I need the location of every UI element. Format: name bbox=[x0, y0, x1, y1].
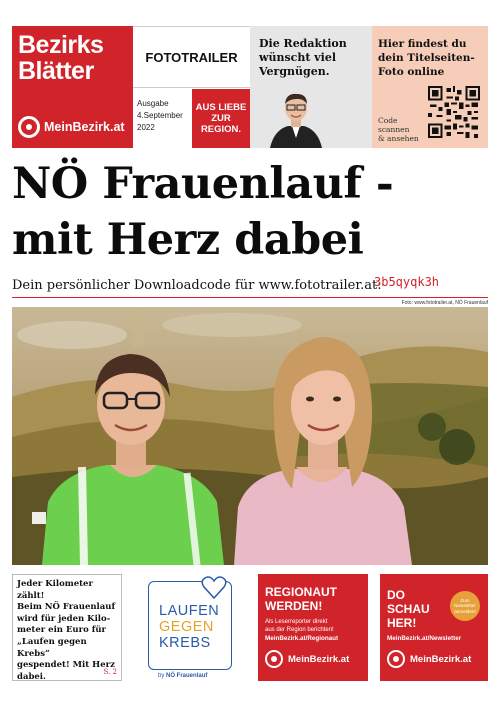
slogan-badge bbox=[192, 89, 250, 148]
newsletter-badge-3: anmelden! bbox=[454, 608, 476, 614]
newsletter-badge-2: Newsletter bbox=[454, 603, 476, 609]
lgk-frame bbox=[148, 581, 232, 670]
headline bbox=[12, 156, 488, 268]
lgk-word-3: KREBS bbox=[159, 635, 211, 651]
issue-info bbox=[137, 98, 192, 134]
regionaut-footer bbox=[265, 650, 349, 668]
code-hint-line-3: & ansehen bbox=[378, 134, 419, 143]
laufen-gegen-krebs-logo bbox=[134, 574, 246, 681]
regionaut-url[interactable]: MeinBezirk.at/Regionaut bbox=[265, 635, 339, 642]
photo-credit: Foto: www.fototrailer.at, NÖ Frauenlauf bbox=[401, 300, 488, 306]
issue-date: 4.September bbox=[137, 111, 183, 120]
slogan-line-2: ZUR bbox=[211, 113, 231, 124]
cover-photo-image bbox=[12, 307, 488, 565]
titel-line-3: Foto online bbox=[378, 66, 445, 78]
regionaut-title-2: WERDEN! bbox=[265, 599, 323, 613]
regionaut-subtitle bbox=[265, 618, 334, 634]
issue-year: 2022 bbox=[137, 123, 155, 132]
logo-site bbox=[18, 116, 125, 138]
regionaut-title bbox=[265, 585, 337, 613]
newsletter-badge-1: Zum bbox=[460, 597, 470, 603]
newsletter-title-1: DO bbox=[387, 588, 405, 602]
lgk-word-2: GEGEN bbox=[159, 619, 214, 635]
newsletter-title-2: SCHAU bbox=[387, 602, 430, 616]
code-hint-line-1: Code bbox=[378, 116, 398, 125]
newsletter-footer-label: MeinBezirk.at bbox=[410, 653, 472, 665]
regionaut-footer-label: MeinBezirk.at bbox=[288, 653, 350, 665]
regionaut-title-1: REGIONAUT bbox=[265, 585, 337, 599]
story-line-5: „Laufen gegen Krebs“ bbox=[17, 636, 87, 659]
section-title: FOTOTRAILER bbox=[133, 26, 250, 88]
story-line-7: dabei. bbox=[17, 671, 46, 682]
story-line-4: meter ein Euro für bbox=[17, 625, 107, 636]
redaktion-line-3: Vergnügen. bbox=[259, 65, 330, 78]
regionaut-sub-2: aus der Region berichten! bbox=[265, 627, 334, 633]
story-line-2: Beim NÖ Frauenlauf bbox=[17, 602, 116, 613]
headline-line-1: NÖ Frauenlauf - bbox=[12, 159, 394, 209]
titel-text bbox=[378, 37, 475, 79]
regionaut-sub-1: Als Leserreporter direkt bbox=[265, 619, 328, 625]
download-code[interactable]: 3b5qyqk3h bbox=[374, 275, 440, 289]
slogan-line-1: AUS LIEBE bbox=[195, 102, 247, 113]
headline-line-2: mit Herz dabei bbox=[12, 215, 364, 265]
download-text: Dein persönlicher Downloadcode für www.fototrailer.at: bbox=[12, 278, 382, 293]
lgk-org: NÖ Frauenlauf bbox=[166, 673, 208, 679]
issue-label: Ausgabe bbox=[137, 99, 169, 108]
slogan-line-3: REGION. bbox=[200, 124, 242, 135]
editor-portrait bbox=[266, 86, 326, 148]
cover-photo[interactable] bbox=[12, 307, 488, 565]
divider bbox=[12, 297, 488, 298]
lgk-word-1: LAUFEN bbox=[159, 603, 220, 619]
story-line-3: wird für jeden Kilo- bbox=[17, 613, 111, 624]
titel-line-1: Hier findest du bbox=[378, 38, 467, 50]
story-teaser[interactable] bbox=[12, 574, 122, 681]
meinbezirk-pin-icon bbox=[18, 116, 40, 138]
logo-line-2: Blätter bbox=[18, 57, 94, 85]
code-hint-line-2: scannen bbox=[378, 125, 410, 134]
newsletter-badge[interactable] bbox=[450, 591, 480, 621]
logo-site-label: MeinBezirk.at bbox=[44, 120, 125, 134]
qr-code-icon[interactable] bbox=[428, 86, 480, 138]
newsletter-footer bbox=[387, 650, 471, 668]
redaktion-panel bbox=[250, 26, 372, 148]
story-line-1: Jeder Kilometer zählt! bbox=[17, 579, 93, 601]
redaktion-line-2: wünscht viel bbox=[259, 51, 337, 64]
lgk-by: by bbox=[158, 673, 165, 679]
story-line-6: gespendet! Mit Herz bbox=[17, 660, 115, 671]
heart-icon bbox=[201, 576, 227, 600]
meinbezirk-pin-icon bbox=[387, 650, 405, 668]
bezirksblaetter-logo[interactable] bbox=[12, 26, 133, 148]
titel-panel bbox=[372, 26, 488, 148]
regionaut-ad[interactable] bbox=[258, 574, 368, 681]
newsletter-title bbox=[387, 588, 430, 630]
redaktion-line-1: Die Redaktion bbox=[259, 37, 347, 50]
code-hint bbox=[378, 116, 419, 143]
newsletter-title-3: HER! bbox=[387, 616, 417, 630]
lgk-byline bbox=[158, 673, 207, 679]
redaktion-text bbox=[259, 37, 347, 79]
logo-line-1: Bezirks bbox=[18, 31, 104, 59]
meinbezirk-pin-icon bbox=[265, 650, 283, 668]
newsletter-url[interactable]: MeinBezirk.at/Newsletter bbox=[387, 635, 462, 642]
newsletter-ad[interactable] bbox=[380, 574, 488, 681]
titel-line-2: dein Titelseiten- bbox=[378, 52, 475, 64]
story-page: S. 2 bbox=[103, 668, 117, 676]
